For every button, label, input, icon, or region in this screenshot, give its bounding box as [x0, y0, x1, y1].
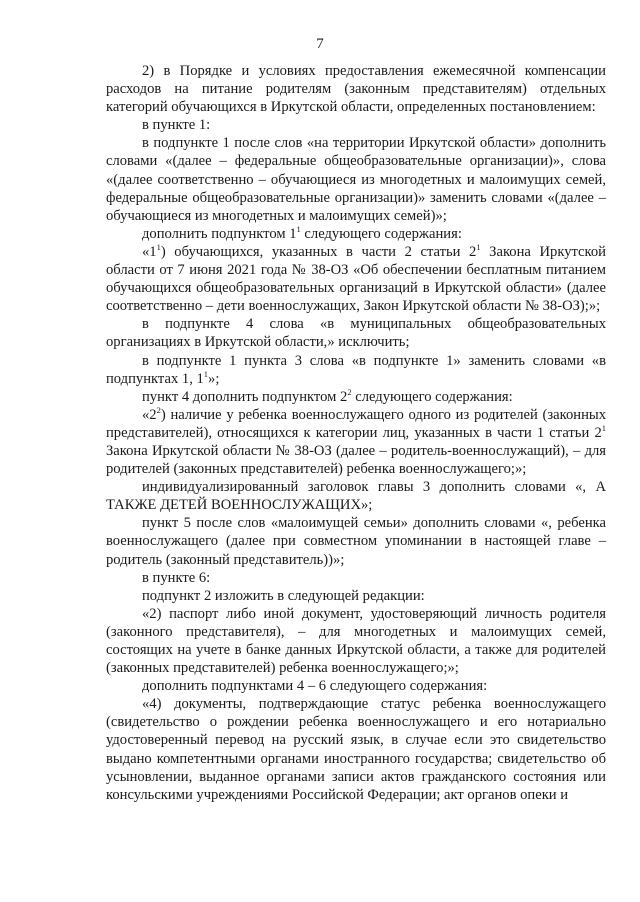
paragraph: в подпункте 4 слова «в муниципальных общеобразовательных организациях в Иркутской области,» исключить; [106, 316, 606, 351]
document-body [106, 62, 606, 804]
paragraph: пункт 5 после слов «малоимущей семьи» дополнить словами «, ребенка военнослужащего (далее при совместном упоминании в настоящей главе – родитель (законный представитель))»; [106, 515, 606, 568]
paragraph: в пункте 1: [142, 117, 211, 134]
paragraph: «4) документы, подтверждающие статус ребенка военнослужащего (свидетельство о рождении ребенка военнослужащего и его нотариально удостоверенный перевод на русский язык, в случае если это свидетельство выдано компетентными органами иностранного государства; свидетельство об усыновлении, выданное органами записи актов гражданского состояния или консульскими учреждениями Российской Федерации; акт органов опеки и [106, 696, 606, 803]
paragraph: пункт 4 дополнить подпунктом $2^2$ следующего содержания: [142, 386, 513, 405]
paragraph: «$1^1$) обучающихся, указанных в части 2 статьи $2^1$ Закона Иркутской области от 7 июня 2021 года № 38-ОЗ «Об обеспечении бесплатным питанием обучающихся общеобразовательных организаций в Иркутской области» (далее соответственно – дети военнослужащих, Закон Иркутской области № 38-ОЗ);»; [106, 241, 606, 315]
paragraph: в подпункте 1 после слов «на территории Иркутской области» дополнить словами «(далее – федеральные общеобразовательные организации)», слова «(далее соответственно – обучающиеся из многодетных и малоимущих семей, федеральные общеобразовательные организации)» заменить словами «(далее – обучающиеся из многодетных и малоимущих семей)»; [106, 135, 606, 224]
paragraph: дополнить подпунктами 4 – 6 следующего содержания: [142, 678, 488, 695]
paragraph: подпункт 2 изложить в следующей редакции: [142, 587, 425, 604]
paragraph: «2) паспорт либо иной документ, удостоверяющий личность родителя (законного представителя), – для многодетных и малоимущих семей, состоящих на учете в банке данных Иркутской области, а также для родителей (законных представителей) ребенка военнослужащего;»; [106, 605, 606, 677]
paragraph: 2) в Порядке и условиях предоставления ежемесячной компенсации расходов на питание родителям (законным представителям) отдельных категорий обучающихся в Иркутской области, определенных постановлением: [106, 63, 606, 116]
paragraph: в подпункте 1 пункта 3 слова «в подпункте 1» заменить словами «в подпунктах 1, $1^1$»; [106, 352, 606, 387]
paragraph: в пункте 6: [142, 569, 211, 586]
paragraph: «$2^2$) наличие у ребенка военнослужащего одного из родителей (законных представителей), относящихся к категории лиц, указанных в части 1 статьи $2^1$ Закона Иркутской области № 38-ОЗ (далее – родитель-военнослужащий), – для родителей (законных представителей) ребенка военнослужащего;»; [106, 404, 606, 478]
page-number: 7 [316, 36, 324, 52]
paragraph: индивидуализированный заголовок главы 3 дополнить словами «, А ТАКЖЕ ДЕТЕЙ ВОЕННОСЛУЖАЩИХ»; [106, 479, 606, 514]
paragraph: дополнить подпунктом $1^1$ следующего содержания: [142, 223, 462, 242]
